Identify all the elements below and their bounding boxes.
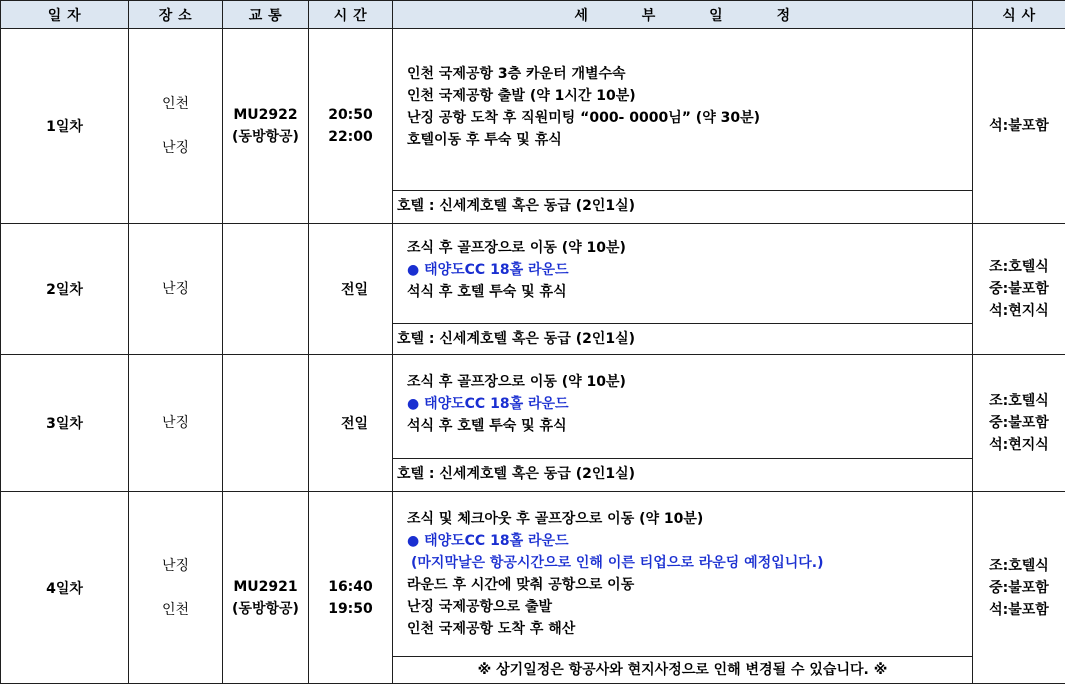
- round-line: ● 태양도CC 18홀 라운드: [407, 259, 972, 281]
- schedule-line: 호텔이동 후 투숙 및 휴식: [407, 129, 972, 151]
- schedule-line: 석식 후 호텔 투숙 및 휴식: [407, 281, 972, 303]
- header-day: 일 자: [1, 1, 129, 29]
- place-name: 난징: [129, 412, 222, 434]
- hotel-info: 호텔 : 신세계호텔 혹은 동급 (2인1실): [393, 459, 972, 489]
- notice-cell: [393, 657, 973, 684]
- schedule-line: 인천 국제공항 출발 (약 1시간 10분): [407, 85, 972, 107]
- transport-cell: [223, 492, 309, 684]
- meal-line: 조:호텔식: [973, 555, 1065, 577]
- meal-line: 조:호텔식: [973, 256, 1065, 278]
- time-cell: [309, 492, 393, 684]
- day-cell: 3일차: [1, 355, 129, 492]
- place-cell: [129, 29, 223, 224]
- arrival-time: 19:50: [309, 598, 392, 620]
- schedule-line: 조식 후 골프장으로 이동 (약 10분): [407, 237, 972, 259]
- hotel-cell: [393, 191, 973, 224]
- airline-name: (동방항공): [223, 126, 308, 148]
- round-line: ● 태양도CC 18홀 라운드: [407, 393, 972, 415]
- hotel-info: 호텔 : 신세계호텔 혹은 동급 (2인1실): [393, 324, 972, 354]
- place-name: 난징: [129, 555, 222, 577]
- schedule-line: 인천 국제공항 도착 후 해산: [407, 618, 972, 640]
- time-cell: [309, 29, 393, 224]
- place-name: 인천: [129, 599, 222, 621]
- schedule-line: 난징 공항 도착 후 직원미팅 “000- 0000님” (약 30분): [407, 107, 972, 129]
- schedule-line: 인천 국제공항 3층 카운터 개별수속: [407, 63, 972, 85]
- schedule-line: 난징 국제공항으로 출발: [407, 596, 972, 618]
- place-cell: [129, 224, 223, 355]
- meal-line: 석:현지식: [973, 300, 1065, 322]
- transport-cell: [223, 355, 309, 492]
- place-cell: [129, 492, 223, 684]
- transport-cell: [223, 224, 309, 355]
- meals-cell: [973, 224, 1065, 355]
- meal-line: 석:현지식: [973, 434, 1065, 456]
- header-time: 시 간: [309, 1, 393, 29]
- notice-text: ※ 상기일정은 항공사와 현지사정으로 인해 변경될 수 있습니다. ※: [393, 657, 972, 683]
- meals-cell: [973, 29, 1065, 224]
- table-row: [1, 355, 1065, 459]
- table-row: [1, 29, 1065, 191]
- place-name: 인천: [129, 93, 222, 115]
- schedule-line: 라운드 후 시간에 맞춰 공항으로 이동: [407, 574, 972, 596]
- round-note: (마지막날은 항공시간으로 인해 이른 티업으로 라운딩 예정입니다.): [407, 552, 972, 574]
- schedule-line: 조식 후 골프장으로 이동 (약 10분): [407, 371, 972, 393]
- meal-line: 조:호텔식: [973, 390, 1065, 412]
- table-row: [1, 224, 1065, 324]
- airline-name: (동방항공): [223, 598, 308, 620]
- header-place: 장 소: [129, 1, 223, 29]
- day-cell: 4일차: [1, 492, 129, 684]
- time-cell: 전일: [309, 355, 393, 492]
- meal-line: 석:불포함: [973, 115, 1065, 137]
- table-row: [1, 492, 1065, 657]
- hotel-info: 호텔 : 신세계호텔 혹은 동급 (2인1실): [393, 191, 972, 221]
- time-cell: 전일: [309, 224, 393, 355]
- hotel-cell: [393, 324, 973, 355]
- header-detail: 세 부 일 정: [393, 1, 973, 29]
- schedule-cell: [393, 224, 973, 324]
- arrival-time: 22:00: [309, 126, 392, 148]
- flight-number: MU2921: [223, 576, 308, 598]
- meal-line: 석:불포함: [973, 599, 1065, 621]
- transport-cell: [223, 29, 309, 224]
- day-cell: 1일차: [1, 29, 129, 224]
- header-row: [1, 1, 1065, 29]
- place-name: 난징: [129, 278, 222, 300]
- header-meals: 식 사: [973, 1, 1065, 29]
- schedule-cell: [393, 29, 973, 191]
- schedule-cell: [393, 492, 973, 657]
- meals-cell: [973, 355, 1065, 492]
- meals-cell: [973, 492, 1065, 684]
- schedule-cell: [393, 355, 973, 459]
- day-cell: 2일차: [1, 224, 129, 355]
- header-transport: 교 통: [223, 1, 309, 29]
- place-cell: [129, 355, 223, 492]
- hotel-cell: [393, 459, 973, 492]
- place-name: 난징: [129, 137, 222, 159]
- round-line: ● 태양도CC 18홀 라운드: [407, 530, 972, 552]
- schedule-line: 조식 및 체크아웃 후 골프장으로 이동 (약 10분): [407, 508, 972, 530]
- schedule-line: 석식 후 호텔 투숙 및 휴식: [407, 415, 972, 437]
- meal-line: 중:불포함: [973, 412, 1065, 434]
- meal-line: 중:불포함: [973, 278, 1065, 300]
- departure-time: 20:50: [309, 104, 392, 126]
- departure-time: 16:40: [309, 576, 392, 598]
- meal-line: 중:불포함: [973, 577, 1065, 599]
- flight-number: MU2922: [223, 104, 308, 126]
